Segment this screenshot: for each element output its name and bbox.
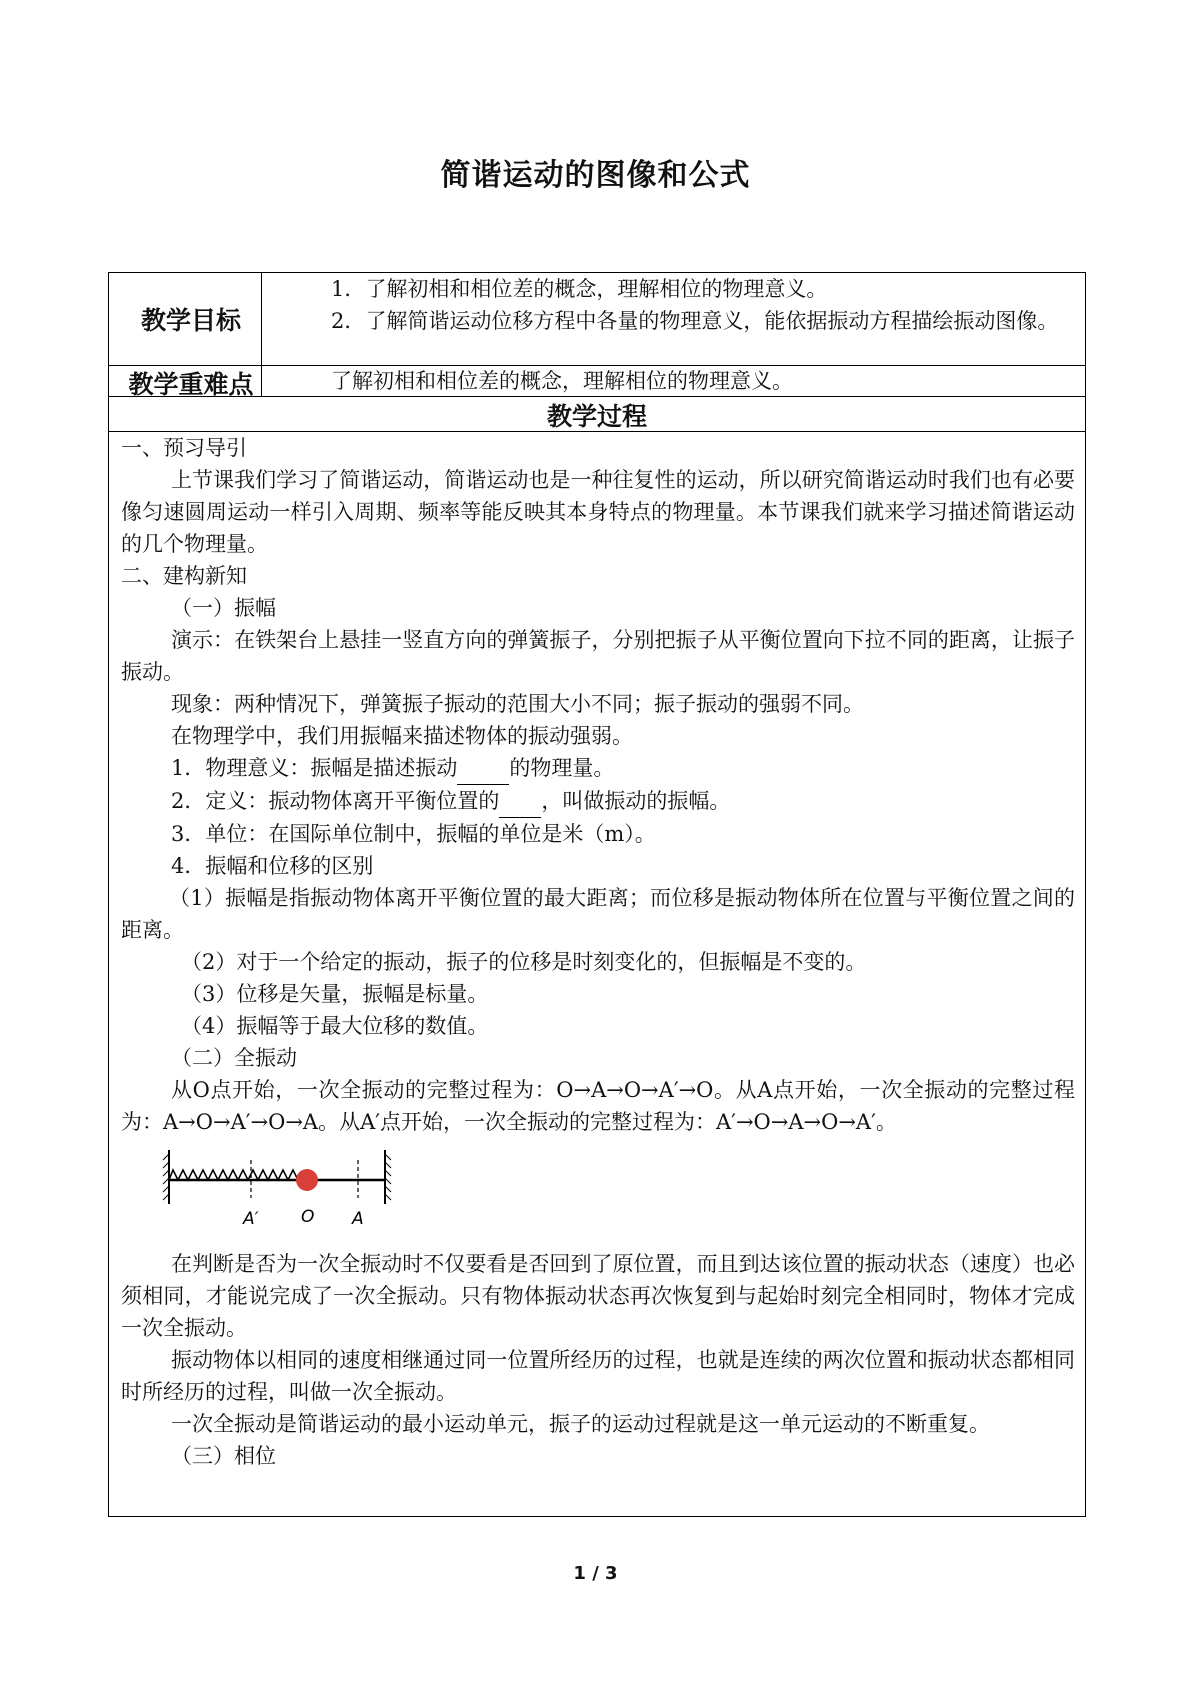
paragraph: 在物理学中，我们用振幅来描述物体的振动强弱。 bbox=[171, 724, 633, 748]
item-text: 1．物理意义：振幅是描述振动 bbox=[171, 756, 458, 780]
difficulty-label: 教学重难点 bbox=[128, 370, 254, 399]
goal-item-1: 1．了解初相和相位差的概念，理解相位的物理意义。 bbox=[331, 277, 828, 301]
list-item bbox=[121, 752, 1075, 785]
item-text: 的物理量。 bbox=[509, 756, 615, 780]
label-a: A bbox=[352, 1209, 364, 1229]
paragraph: 从O点开始，一次全振动的完整过程为：O→A→O→A′→O。从A点开始，一次全振动的完整过程为：A→O→A′→O→A。从A′点开始，一次全振动的完整过程为：A′→O→A→O→A′。 bbox=[121, 1078, 1075, 1134]
paragraph: 在判断是否为一次全振动时不仅要看是否回到了原位置，而且到达该位置的振动状态（速度）也必须相同，才能说完成了一次全振动。只有物体振动状态再次恢复到与起始时刻完全相同时，物体才完成一次全振动。 bbox=[121, 1252, 1075, 1340]
list-item bbox=[121, 785, 1075, 818]
page-indicator: 1 / 3 bbox=[573, 1563, 618, 1584]
section-heading: 二、建构新知 bbox=[121, 564, 247, 588]
subsection-heading: （一）振幅 bbox=[171, 596, 276, 620]
spring-oscillator-figure bbox=[121, 1138, 1075, 1248]
page-title: 简谐运动的图像和公式 bbox=[440, 158, 751, 193]
difficulty-content: 了解初相和相位差的概念，理解相位的物理意义。 bbox=[331, 369, 793, 393]
fill-blank[interactable] bbox=[499, 785, 541, 818]
process-body bbox=[121, 432, 1075, 1472]
section-heading: 一、预习导引 bbox=[121, 436, 247, 460]
list-item: （4）振幅等于最大位移的数值。 bbox=[181, 1014, 489, 1038]
list-item: （3）位移是矢量，振幅是标量。 bbox=[181, 982, 489, 1006]
subsection-heading: （二）全振动 bbox=[171, 1046, 297, 1070]
difficulty-text bbox=[281, 365, 1075, 397]
item-text: ，叫做振动的振幅。 bbox=[541, 789, 731, 813]
list-item: 4．振幅和位移的区别 bbox=[171, 854, 374, 878]
paragraph: 上节课我们学习了简谐运动，简谐运动也是一种往复性的运动，所以研究简谐运动时我们也有必要像匀速圆周运动一样引入周期、频率等能反映其本身特点的物理量。本节课我们就来学习描述简谐运动的几个物理量。 bbox=[121, 468, 1075, 556]
list-item: （1）振幅是指振动物体离开平衡位置的最大距离；而位移是振动物体所在位置与平衡位置之间的距离。 bbox=[121, 886, 1075, 942]
label-o: O bbox=[301, 1207, 315, 1227]
item-text: 2．定义：振动物体离开平衡位置的 bbox=[171, 789, 500, 813]
label-a-prime: A′ bbox=[243, 1209, 259, 1229]
paragraph: 现象：两种情况下，弹簧振子振动的范围大小不同；振子振动的强弱不同。 bbox=[171, 692, 864, 716]
oscillator-ball bbox=[296, 1169, 318, 1191]
paragraph: 演示：在铁架台上悬挂一竖直方向的弹簧振子，分别把振子从平衡位置向下拉不同的距离，让振子振动。 bbox=[121, 628, 1075, 684]
list-item: 3．单位：在国际单位制中，振幅的单位是米（m）。 bbox=[171, 822, 656, 846]
goal-item-2: 2．了解简谐运动位移方程中各量的物理意义，能依据振动方程描绘振动图像。 bbox=[331, 309, 1059, 333]
paragraph: 振动物体以相同的速度相继通过同一位置所经历的过程，也就是连续的两次位置和振动状态都相同时所经历的过程，叫做一次全振动。 bbox=[121, 1348, 1075, 1404]
subsection-heading: （三）相位 bbox=[171, 1444, 276, 1468]
goal-label: 教学目标 bbox=[140, 306, 241, 335]
spring-diagram bbox=[155, 1142, 415, 1242]
fill-blank[interactable] bbox=[457, 752, 509, 785]
goal-list bbox=[281, 273, 1075, 337]
list-item: （2）对于一个给定的振动，振子的位移是时刻变化的，但振幅是不变的。 bbox=[181, 950, 867, 974]
process-heading: 教学过程 bbox=[546, 402, 647, 431]
paragraph: 一次全振动是简谐运动的最小运动单元，振子的运动过程就是这一单元运动的不断重复。 bbox=[171, 1412, 990, 1436]
lesson-table bbox=[108, 272, 1086, 1517]
